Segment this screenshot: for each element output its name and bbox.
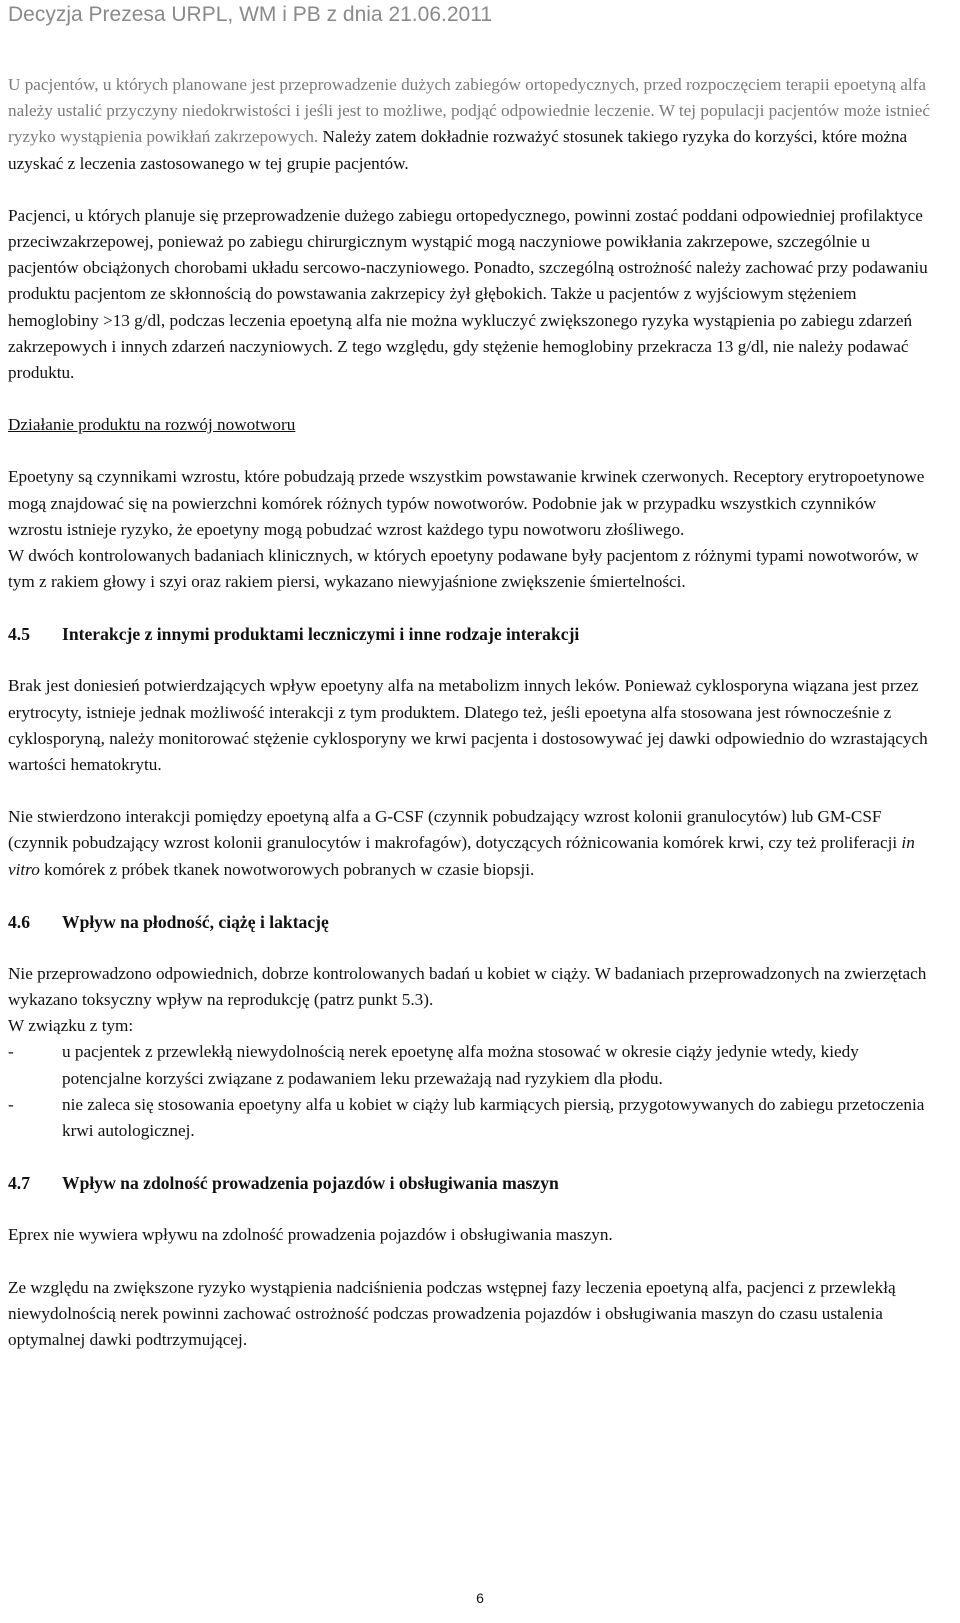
paragraph-preoperative-risk [8,72,930,177]
document-content [8,72,930,1379]
paragraph-faded-text: U pacjentów, u których planowane jest przeprowadzenie dużych zabiegów ortopedycznych, przed rozpoczęciem terapii epoetyną alfa należy ustalić przyczyny niedokrwistości i jeśli jest to możliwe, podjąć odpowiednie leczenie. W tej populacji pacjentów może istnieć ryzyko wystąpienia powikłań zakrzepowych. [8,75,930,147]
section-number: 4.5 [8,624,30,645]
paragraph-growth-factors: Epoetyny są czynnikami wzrostu, które pobudzają przede wszystkim powstawanie krwinek czerwonych. Receptory erytropoetynowe mogą znajdować się na powierzchni komórek różnych typów nowotworów. Podobnie jak w przypadku wszystkich czynników wzrostu istnieje ryzyko, że epoetyny mogą pobudzać wzrost każdego typu nowotworu złośliwego. [8,467,925,539]
paragraph-gcsf [8,804,930,883]
section-number: 4.6 [8,911,30,932]
paragraph-text: Nie stwierdzono interakcji pomiędzy epoetyną alfa a G-CSF (czynnik pobudzający wzrost kolonii granulocytów) lub GM-CSF (czynnik pobudzający wzrost kolonii granulocytów i makrofagów), dotyczących różnicowania komórek krwi, czy też proliferacji [8,807,902,853]
paragraph-pregnancy: Nie przeprowadzono odpowiednich, dobrze kontrolowanych badań u kobiet w ciąży. W badaniach przeprowadzonych na zwierzętach wykazano toksyczny wpływ na reprodukcję (patrz punkt 5.3). [8,963,927,1010]
section-title: Wpływ na płodność, ciążę i laktację [62,911,329,932]
paragraph-text: komórek z próbek tkanek nowotworowych pobranych w czasie biopsji. [39,859,535,879]
page-number: 6 [476,1590,484,1606]
section-heading-4-6 [8,909,930,935]
paragraph-cyclosporine: Brak jest doniesień potwierdzających wpływ epoetyny alfa na metabolizm innych leków. Ponieważ cyklosporyna wiązana jest przez erytrocyty, istnieje jednak możliwość interakcji z tym produktem. Dlatego też, jeśli epoetyna alfa stosowana jest równocześnie z cyklosporyną, należy monitorować stężenie cyklosporyny we krwi pacjenta i dostosowywać jej dawki odpowiednio do wzrastających wartości hematokrytu. [8,676,928,775]
italic-text: in vitro [8,833,915,879]
section-heading-4-7 [8,1170,930,1196]
section-title: Wpływ na zdolność prowadzenia pojazdów i obsługiwania maszyn [62,1173,559,1194]
paragraph-driving: Eprex nie wywiera wpływu na zdolność prowadzenia pojazdów i obsługiwania maszyn. [8,1225,613,1245]
watermark-header: Decyzja Prezesa URPL, WM i PB z dnia 21.06.2011 [8,3,492,26]
section-title: Interakcje z innymi produktami leczniczymi i inne rodzaje interakcji [62,624,580,645]
subheading-tumor-growth: Działanie produktu na rozwój nowotworu [8,415,296,435]
section-heading-4-5 [8,621,930,647]
list-item: - u pacjentek z przewlekłą niewydolnością nerek epoetynę alfa można stosować w okresie ciąży jedynie wtedy, kiedy potencjalne korzyści związane z podawaniem leku przeważają nad ryzykiem dla płodu. [8,1039,930,1091]
paragraph-orthopedic-prophylaxis: Pacjenci, u których planuje się przeprowadzenie dużego zabiegu ortopedycznego, powinni zostać poddani odpowiedniej profilaktyce przeciwzakrzepowej, ponieważ po zabiegu chirurgicznym wystąpić mogą naczyniowe powikłania zakrzepowe, szczególnie u pacjentów obciążonych chorobami układu sercowo-naczyniowego. Ponadto, szczególną ostrożność należy zachować przy podawaniu produktu pacjentom ze skłonnością do powstawania zakrzepicy żył głębokich. Także u pacjentów z wyjściowym stężeniem hemoglobiny >13 g/dl, podczas leczenia epoetyną alfa nie można wykluczyć zwiększonego ryzyka wystąpienia po zabiegu zdarzeń zakrzepowych i innych zdarzeń naczyniowych. Z tego względu, gdy stężenie hemoglobiny przekracza 13 g/dl, nie należy podawać produktu. [8,205,928,383]
paragraph-pregnancy-intro: W związku z tym: [8,1016,134,1036]
section-number: 4.7 [8,1173,30,1194]
pregnancy-list [8,1039,930,1144]
paragraph-hypertension: Ze względu na zwiększone ryzyko wystąpienia nadciśnienia podczas wstępnej fazy leczenia epoetyną alfa, pacjenci z przewlekłą niewydolnością nerek powinni zachować ostrożność podczas prowadzenia pojazdów i obsługiwania maszyn do czasu ustalenia optymalnej dawki podtrzymującej. [8,1277,896,1349]
paragraph-text: Należy zatem dokładnie rozważyć stosunek takiego ryzyka do korzyści, które można uzyskać z leczenia zastosowanego w tej grupie pacjentów. [8,127,908,173]
list-item: - nie zaleca się stosowania epoetyny alfa u kobiet w ciąży lub karmiących piersią, przygotowywanych do zabiegu przetoczenia krwi autologicznej. [8,1092,930,1144]
paragraph-clinical-trials: W dwóch kontrolowanych badaniach klinicznych, w których epoetyny podawane były pacjentom z różnymi typami nowotworów, w tym z rakiem głowy i szyi oraz rakiem piersi, wykazano niewyjaśnione zwiększenie śmiertelności. [8,546,919,592]
